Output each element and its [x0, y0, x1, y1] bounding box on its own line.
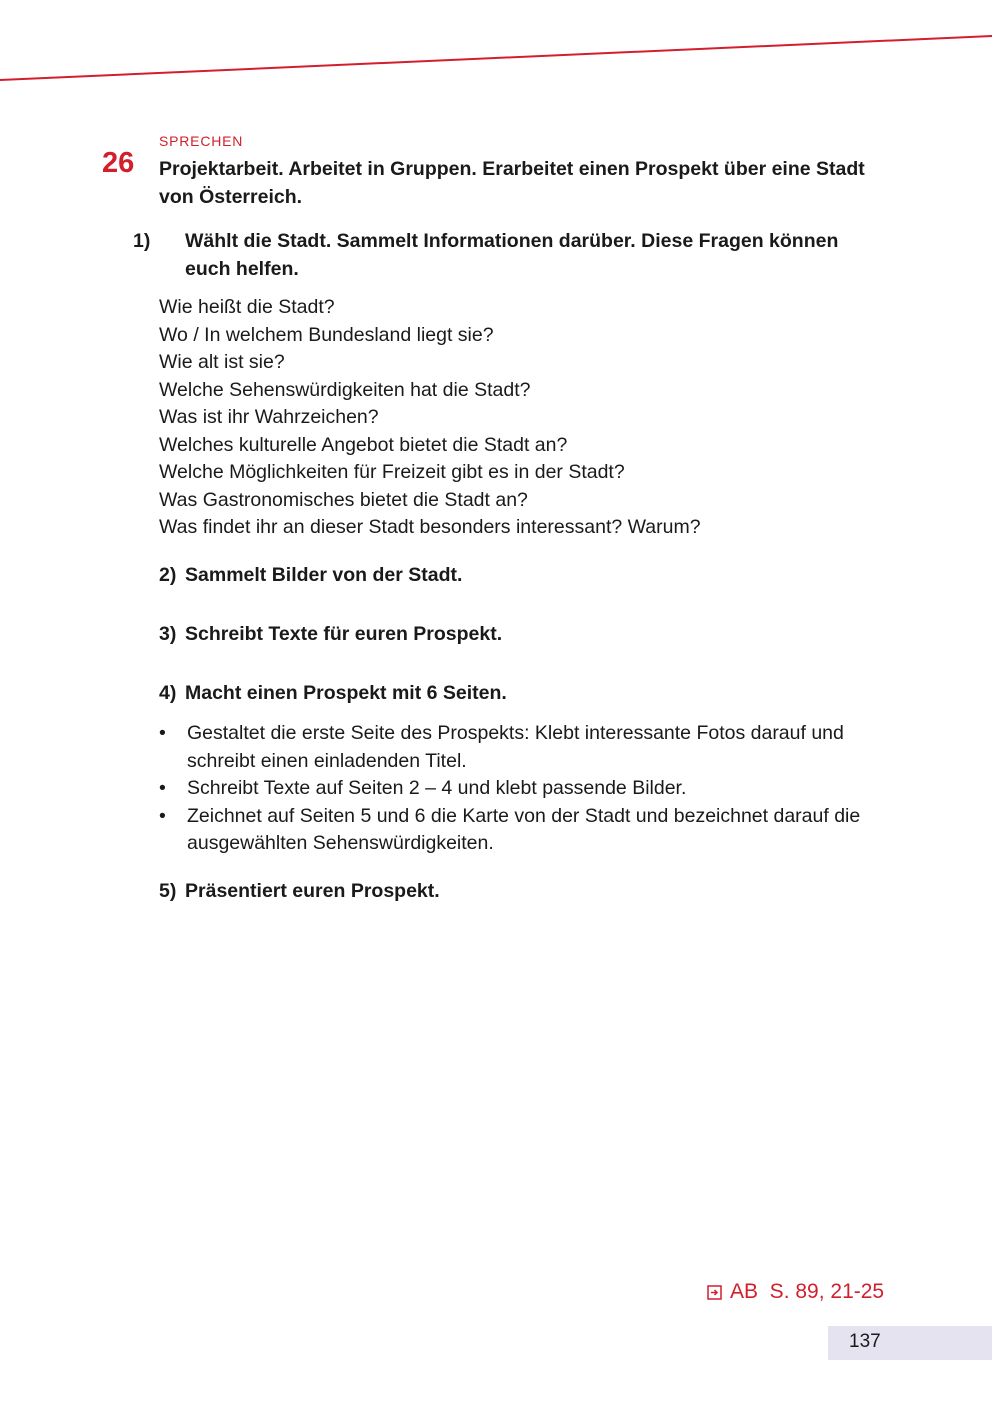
- bullet-list: [159, 720, 879, 858]
- step-number: 2): [159, 564, 177, 586]
- question-item: Was findet ihr an dieser Stadt besonders interessant? Warum?: [159, 516, 701, 538]
- question-item: Wo / In welchem Bundesland liegt sie?: [159, 323, 494, 346]
- step-number: 1): [133, 230, 151, 252]
- step-number: 4): [159, 682, 177, 704]
- step-text: Wählt die Stadt. Sammelt Informationen darüber. Diese Fragen können euch helfen.: [185, 230, 839, 280]
- step-text: Präsentiert euren Prospekt.: [185, 880, 440, 902]
- step-2: [159, 561, 462, 589]
- page-number-box: [828, 1326, 992, 1360]
- step-number: 3): [159, 623, 177, 645]
- step-1: [133, 227, 889, 283]
- step-text: Schreibt Texte für euren Prospekt.: [185, 623, 503, 645]
- bullet-dot-icon: •: [159, 777, 166, 799]
- step-5: [159, 877, 440, 905]
- question-item: Was Gastronomisches bietet die Stadt an?: [159, 488, 528, 511]
- question-item: Wie heißt die Stadt?: [159, 296, 335, 318]
- task-number: 26: [102, 147, 135, 179]
- bullet-dot-icon: •: [159, 804, 166, 827]
- step-4: [159, 679, 507, 707]
- question-list: [159, 294, 701, 542]
- bullet-item: • Schreibt Texte auf Seiten 2 – 4 und klebt passende Bilder.: [159, 775, 879, 803]
- task-title: Projektarbeit. Arbeitet in Gruppen. Erarbeitet einen Prospekt über eine Stadt von Österreich.: [159, 158, 865, 208]
- step-text: Macht einen Prospekt mit 6 Seiten.: [185, 682, 507, 704]
- question-item: Was ist ihr Wahrzeichen?: [159, 406, 379, 428]
- question-item: Welche Möglichkeiten für Freizeit gibt es in der Stadt?: [159, 461, 625, 483]
- question-item: Wie alt ist sie?: [159, 351, 285, 373]
- page-number: 137: [849, 1331, 881, 1352]
- bullet-dot-icon: •: [159, 722, 166, 744]
- question-item: Welche Sehenswürdigkeiten hat die Stadt?: [159, 378, 531, 401]
- arrow-box-icon: [707, 1285, 722, 1300]
- header-accent-line: [0, 0, 992, 100]
- step-number: 5): [159, 880, 177, 902]
- question-item: Welches kulturelle Angebot bietet die Stadt an?: [159, 433, 568, 456]
- bullet-item: • Zeichnet auf Seiten 5 und 6 die Karte von der Stadt und bezeichnet darauf die ausgewählten Sehenswürdigkeiten.: [159, 804, 861, 854]
- reference-text: AB S. 89, 21-25: [730, 1280, 885, 1303]
- section-label: SPRECHEN: [159, 133, 244, 149]
- workbook-reference: [707, 1280, 884, 1304]
- step-3: [159, 620, 502, 648]
- step-text: Sammelt Bilder von der Stadt.: [185, 564, 463, 586]
- bullet-item: • Gestaltet die erste Seite des Prospekts: Klebt interessante Fotos darauf und schreibt einen einladenden Titel.: [159, 722, 844, 772]
